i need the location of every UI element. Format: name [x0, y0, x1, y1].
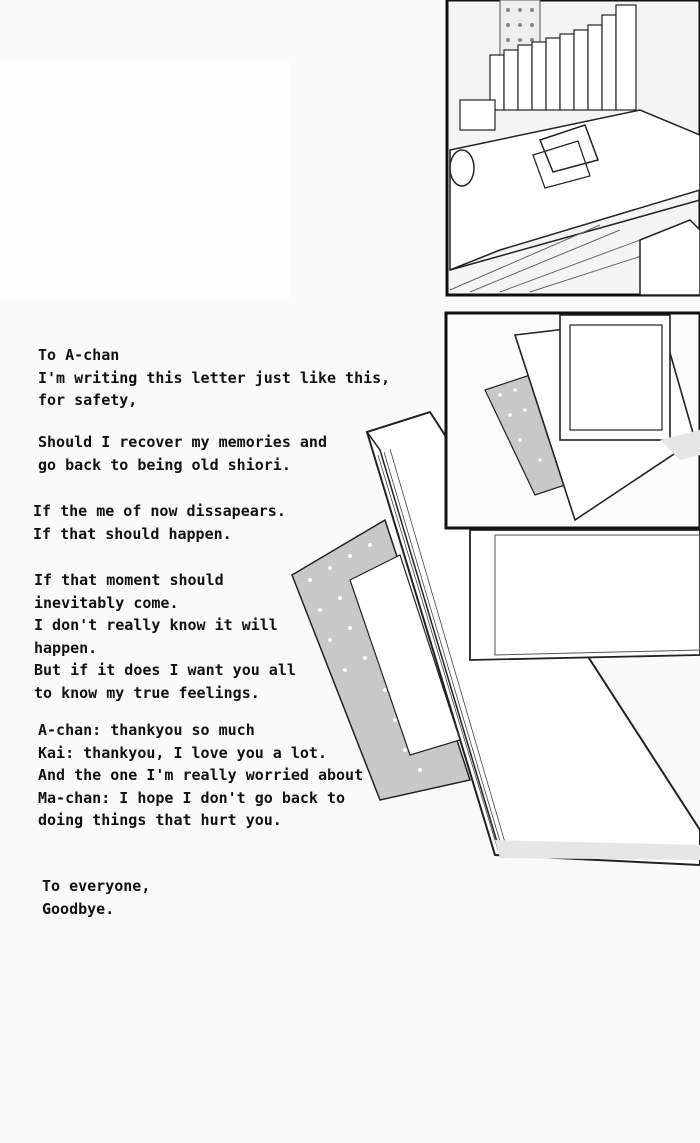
desk-panel — [447, 0, 700, 295]
paragraph-2-line: go back to being old shiori. — [38, 456, 291, 474]
paragraph-4-line: happen. — [34, 639, 98, 657]
paragraph-5-line: doing things that hurt you. — [38, 811, 282, 829]
paragraph-1-line: I'm writing this letter just like this, — [38, 369, 391, 387]
paragraph-5-line: And the one I'm really worried about — [38, 766, 364, 784]
closing-line: To everyone, — [42, 877, 151, 895]
background-tone — [0, 60, 290, 300]
greeting: To A-chan — [38, 346, 120, 364]
paragraph-4-line: inevitably come. — [34, 594, 179, 612]
book-closeup-panel — [446, 313, 700, 528]
paragraph-4-line: to know my true feelings. — [34, 684, 260, 702]
paragraph-5-line: Kai: thankyou, I love you a lot. — [38, 744, 327, 762]
paragraph-3-line: If the me of now dissapears. — [33, 502, 286, 520]
paragraph-5-line: Ma-chan: I hope I don't go back to — [38, 789, 346, 807]
paragraph-2-line: Should I recover my memories and — [38, 433, 327, 451]
paragraph-1-line: for safety, — [38, 391, 138, 409]
paragraph-4-line: If that moment should — [34, 571, 224, 589]
paragraph-5-line: A-chan: thankyou so much — [38, 721, 255, 739]
paragraph-3-line: If that should happen. — [33, 525, 232, 543]
paragraph-4-line: I don't really know it will — [34, 616, 278, 634]
closing-line: Goodbye. — [42, 900, 115, 918]
paragraph-4-line: But if it does I want you all — [34, 661, 296, 679]
